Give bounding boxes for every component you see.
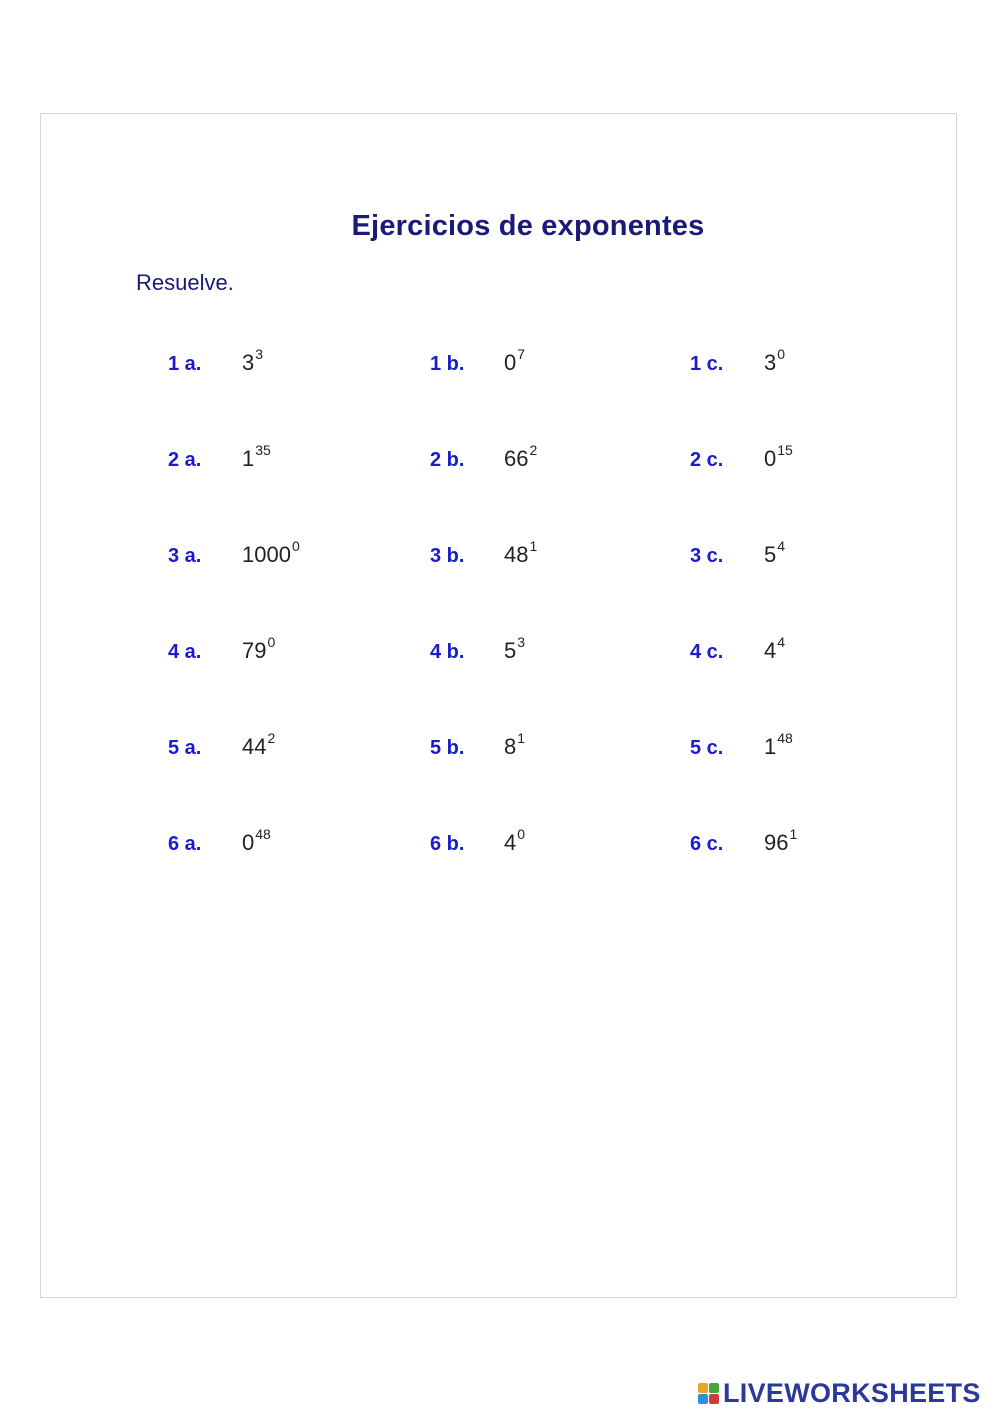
power-expression (504, 826, 526, 856)
power-exponent: 4 (777, 538, 786, 554)
exercise-label: 1 b. (430, 353, 465, 375)
exercise-label: 5 a. (168, 737, 202, 759)
power-exponent: 0 (291, 538, 300, 554)
power-base: 5 (504, 638, 517, 663)
power-base: 44 (242, 734, 267, 759)
exercise-item (168, 824, 271, 856)
exercise-item (690, 824, 797, 856)
worksheet-title: Ejercicios de exponentes (351, 210, 705, 242)
power-exponent: 0 (267, 634, 276, 650)
exercise-label: 3 c. (690, 545, 724, 567)
power-base: 8 (504, 734, 517, 759)
power-base: 3 (242, 350, 255, 375)
power-base: 0 (242, 830, 255, 855)
power-exponent: 2 (529, 442, 538, 458)
exercise-item (690, 632, 785, 664)
power-base: 4 (504, 830, 517, 855)
exercise-item (430, 824, 525, 856)
liveworksheets-logo-icon (698, 1383, 719, 1404)
exercise-label: 4 b. (430, 641, 465, 663)
liveworksheets-logo (698, 1378, 981, 1408)
exercise-label: 6 a. (168, 833, 202, 855)
power-base: 1 (764, 734, 777, 759)
power-expression (764, 442, 793, 472)
power-expression (504, 346, 526, 376)
exercise-label: 2 b. (430, 449, 465, 471)
power-exponent: 4 (777, 634, 786, 650)
exercise-label: 6 b. (430, 833, 465, 855)
power-base: 79 (242, 638, 267, 663)
exercise-item (690, 536, 785, 568)
power-expression (504, 634, 526, 664)
exercise-label: 5 b. (430, 737, 465, 759)
power-expression (764, 346, 786, 376)
power-expression (242, 634, 276, 664)
exercise-label: 3 b. (430, 545, 465, 567)
instruction-text: Resuelve. (136, 270, 234, 295)
power-exponent: 0 (517, 826, 526, 842)
power-base: 96 (764, 830, 789, 855)
logo-text: LIVEWORKSHEETS (723, 1377, 981, 1408)
power-expression (504, 442, 538, 472)
power-base: 0 (504, 350, 517, 375)
power-base: 3 (764, 350, 777, 375)
power-expression (764, 538, 786, 568)
power-exponent: 48 (777, 730, 793, 746)
exercise-label: 4 a. (168, 641, 202, 663)
exercise-label: 2 c. (690, 449, 724, 471)
exercise-item (168, 344, 263, 376)
exercise-item (430, 632, 525, 664)
power-exponent: 15 (777, 442, 793, 458)
exercise-item (168, 536, 300, 568)
power-exponent: 3 (255, 346, 264, 362)
power-base: 5 (764, 542, 777, 567)
exercise-item (430, 728, 525, 760)
exercise-label: 1 c. (690, 353, 724, 375)
exercise-label: 4 c. (690, 641, 724, 663)
exercise-item (168, 728, 275, 760)
power-base: 66 (504, 446, 529, 471)
power-expression (504, 730, 526, 760)
power-expression (764, 634, 786, 664)
power-base: 48 (504, 542, 529, 567)
power-expression (242, 346, 264, 376)
power-exponent: 1 (517, 730, 526, 746)
exercise-label: 5 c. (690, 737, 724, 759)
power-exponent: 3 (517, 634, 526, 650)
power-base: 0 (764, 446, 777, 471)
power-expression (504, 538, 538, 568)
exercise-item (168, 632, 275, 664)
exercise-label: 1 a. (168, 353, 202, 375)
exercise-item (430, 536, 537, 568)
power-exponent: 48 (255, 826, 271, 842)
power-expression (764, 826, 798, 856)
power-exponent: 2 (267, 730, 276, 746)
exercise-item (430, 344, 525, 376)
exercise-item (690, 728, 793, 760)
power-expression (242, 442, 271, 472)
power-base: 1 (242, 446, 255, 471)
exercise-label: 3 a. (168, 545, 202, 567)
exercise-item (168, 440, 271, 472)
exercise-item (690, 344, 785, 376)
power-exponent: 1 (789, 826, 798, 842)
power-base: 4 (764, 638, 777, 663)
exercise-item (430, 440, 537, 472)
power-exponent: 0 (777, 346, 786, 362)
power-expression (242, 538, 300, 568)
power-exponent: 1 (529, 538, 538, 554)
power-expression (764, 730, 793, 760)
exercise-label: 6 c. (690, 833, 724, 855)
power-exponent: 35 (255, 442, 271, 458)
exercise-item (690, 440, 793, 472)
power-base: 1000 (242, 542, 291, 567)
exercise-label: 2 a. (168, 449, 202, 471)
power-expression (242, 730, 276, 760)
power-expression (242, 826, 271, 856)
power-exponent: 7 (517, 346, 526, 362)
